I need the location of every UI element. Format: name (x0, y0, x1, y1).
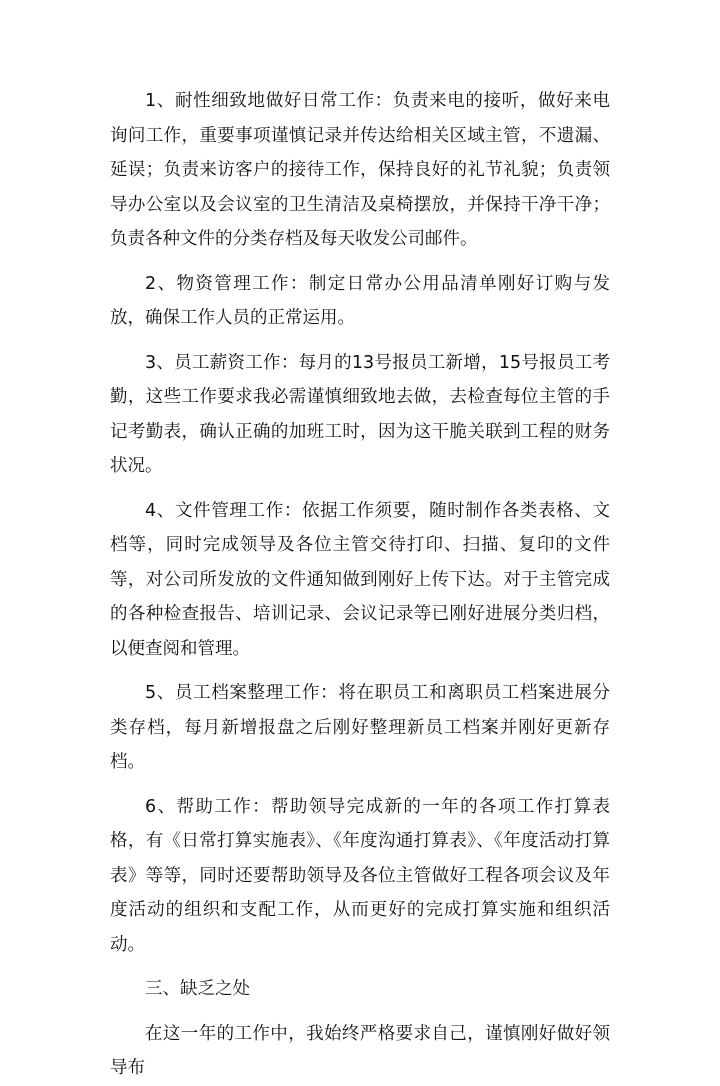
paragraph-item-1: 1、耐性细致地做好日常工作：负责来电的接听，做好来电询问工作，重要事项谨慎记录并传达给相关区域主管，不遗漏、延误；负责来访客户的接待工作，保持良好的礼节礼貌；负责领导办公室以及会议室的卫生清洁及桌椅摆放，并保持干净干净；负责各种文件的分类存档及每天收发公司邮件。 (110, 91, 610, 249)
paragraph-item-4: 4、文件管理工作：依据工作须要，随时制作各类表格、文档等，同时完成领导及各位主管交待打印、扫描、复印的文件等，对公司所发放的文件通知做到刚好上传下达。对于主管完成的各种检查报告、培训记录、会议记录等已刚好进展分类归档，以便查阅和管理。 (110, 500, 610, 659)
paragraph-item-6: 6、帮助工作：帮助领导完成新的一年的各项工作打算表格，有《日常打算实施表》、《年度沟通打算表》、《年度活动打算表》等等，同时还要帮助领导及各位主管做好工程各项会议及年度活动的组织和支配工作，从而更好的完成打算实施和组织活动。 (110, 796, 610, 955)
paragraph-continuation: 在这一年的工作中，我始终严格要求自己，谨慎刚好做好领导布 (110, 1023, 610, 1078)
paragraph-item-5: 5、员工档案整理工作：将在职员工和离职员工档案进展分类存档，每月新增报盘之后刚好整理新员工档案并刚好更新存档。 (110, 683, 610, 772)
paragraph-item-2: 2、物资管理工作：制定日常办公用品清单刚好订购与发放，确保工作人员的正常运用。 (110, 273, 610, 328)
paragraph-item-3: 3、员工薪资工作：每月的13号报员工新增，15号报员工考勤，这些工作要求我必需谨慎细致地去做，去检查每位主管的手记考勤表，确认正确的加班工时，因为这干脆关联到工程的财务状况。 (110, 352, 610, 476)
document-body (110, 84, 610, 1086)
section-heading: 三、缺乏之处 (145, 979, 250, 999)
